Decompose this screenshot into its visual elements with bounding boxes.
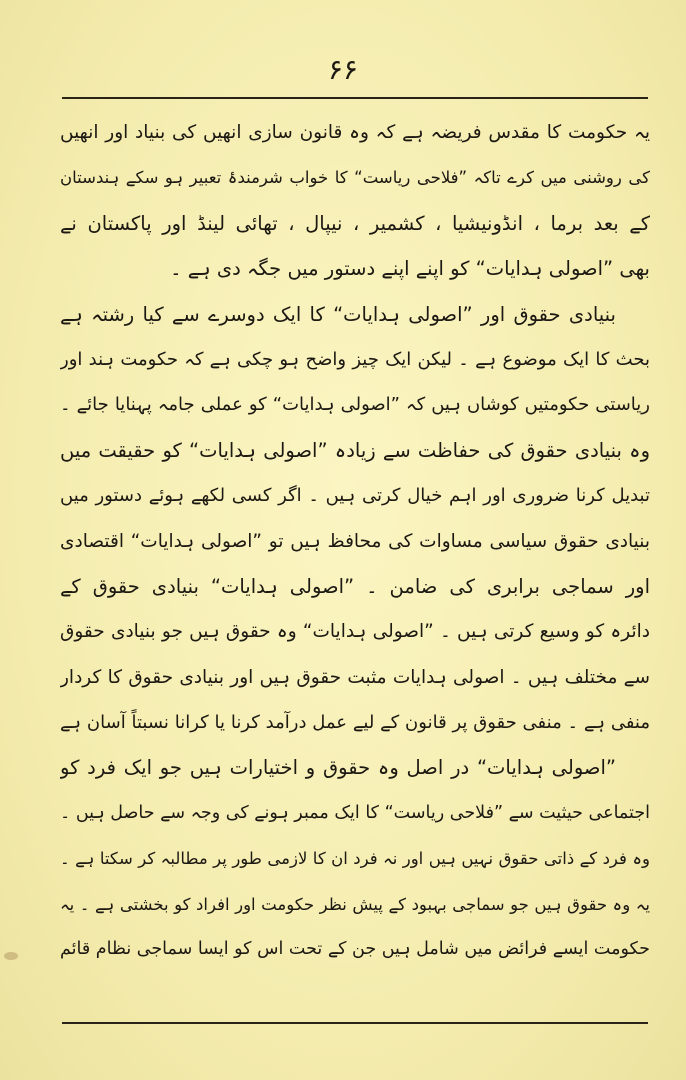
text-line: بحث کا ایک موضوع ہے ۔ لیکن ایک چیز واضح ہو چکی ہے کہ حکومت ہند اور: [60, 348, 650, 370]
text-line: منفی ہے ۔ منفی حقوق پر قانون کے لیے عمل درآمد کرنا یا کرانا نسبتاً آسان ہے: [60, 712, 650, 734]
text-line: اجتماعی حیثیت سے ”فلاحی ریاست“ کا ایک ممبر ہونے کی وجہ سے حاصل ہیں ۔: [60, 802, 650, 823]
text-line: وہ بنیادی حقوق کی حفاظت سے زیادہ ”اصولی ہدایات“ کو حقیقت میں: [60, 438, 650, 462]
text-line: ”اصولی ہدایات“ در اصل وہ حقوق و اختیارات ہیں جو ایک فرد کو: [60, 756, 616, 780]
text-line: وہ فرد کے ذاتی حقوق نہیں ہیں اور نہ فرد ان کا لازمی طور پر مطالبہ کر سکتا ہے ۔: [60, 849, 650, 869]
text-line: کی روشنی میں کرے تاکہ ”فلاحی ریاست“ کا خواب شرمندۂ تعبیر ہو سکے ہندستان: [60, 168, 650, 188]
text-line: دائرہ کو وسیع کرتی ہیں ۔ ”اصولی ہدایات“ وہ حقوق ہیں جو بنیادی حقوق: [60, 621, 650, 643]
text-line: یہ وہ حقوق ہیں جو سماجی بہبود کے پیش نظر حکومت اور افراد کو بخشتی ہے ۔ یہ: [60, 894, 650, 914]
top-rule: [62, 97, 648, 99]
text-line: حکومت ایسے فرائض میں شامل ہیں جن کے تحت اس کو ایسا سماجی نظام قائم: [60, 939, 650, 960]
urdu-body-text: [60, 110, 650, 972]
text-line: سے مختلف ہیں ۔ اصولی ہدایات مثبت حقوق ہیں اور بنیادی حقوق کا کردار: [60, 666, 650, 688]
text-line: اور سماجی برابری کی ضامن ۔ ”اصولی ہدایات“ بنیادی حقوق کے: [60, 574, 650, 598]
text-line: بنیادی حقوق سیاسی مساوات کی محافظ ہیں تو ”اصولی ہدایات“ اقتصادی: [60, 530, 650, 552]
text-line: ریاستی حکومتیں کوشاں ہیں کہ ”اصولی ہدایات“ کو عملی جامہ پہنایا جائے ۔: [60, 394, 650, 416]
bottom-rule: [62, 1022, 648, 1024]
page-number: ۶۶: [327, 53, 359, 86]
text-line: یہ حکومت کا مقدس فریضہ ہے کہ وہ قانون سازی انھیں کی بنیاد اور انھیں: [60, 122, 650, 143]
text-line: تبدیل کرنا ضروری اور اہم خیال کرتی ہیں ۔ اگر کسی لکھے ہوئے دستور میں: [60, 485, 650, 507]
text-line: بنیادی حقوق اور ”اصولی ہدایات“ کا ایک دوسرے سے کیا رشتہ ہے: [60, 302, 616, 326]
text-line: کے بعد برما ، انڈونیشیا ، کشمیر ، نیپال ، تھائی لینڈ اور پاکستان نے: [60, 211, 650, 235]
ink-smudge: [4, 952, 18, 960]
text-line: بھی ”اصولی ہدایات“ کو اپنے اپنے دستور میں جگہ دی ہے ۔: [170, 257, 650, 281]
